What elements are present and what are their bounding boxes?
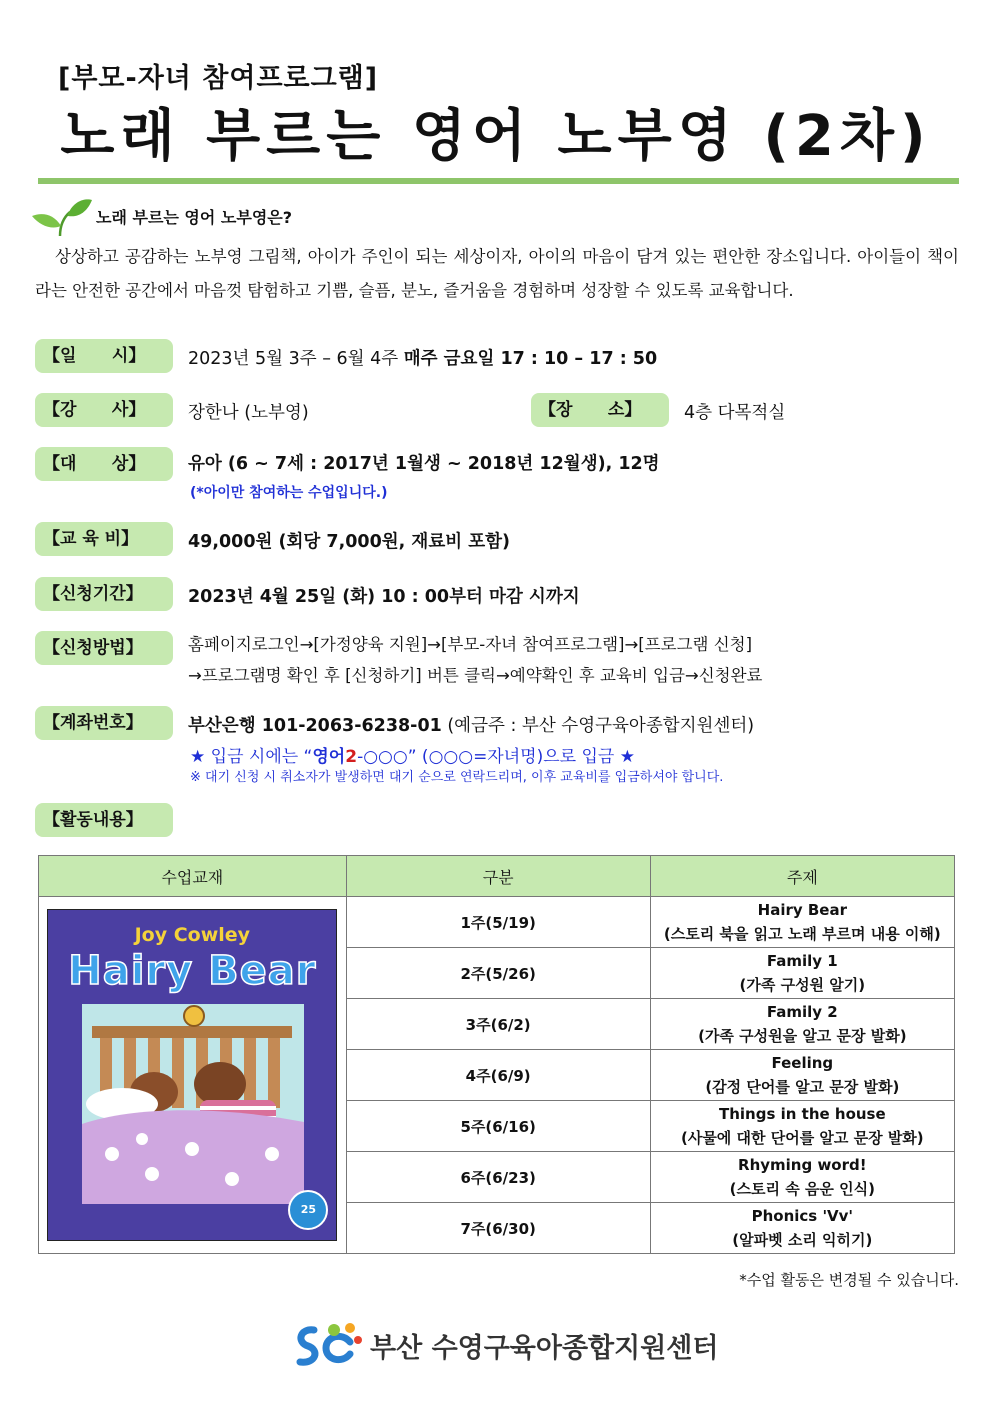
fee-label: 【교 육 비】 <box>35 522 173 556</box>
book-cover-image <box>48 910 336 1240</box>
header-topic: 주제 <box>650 856 954 897</box>
title-divider <box>38 178 959 184</box>
activity-table <box>38 855 955 1254</box>
bears-in-bed-illustration <box>82 1004 304 1204</box>
teacher-label: 【강 사】 <box>35 393 173 427</box>
book-cell <box>39 897 347 1254</box>
activity-label: 【활동내용】 <box>35 803 173 837</box>
page-title: 노래 부르는 영어 노부영 (2차) <box>60 104 932 169</box>
topic-cell: Hairy Bear (스토리 북을 읽고 노래 부르며 내용 이해) <box>650 897 954 948</box>
target-label: 【대 상】 <box>35 447 173 481</box>
week-cell: 6주(6/23) <box>346 1152 650 1203</box>
place-label: 【장 소】 <box>531 393 669 427</box>
change-notice: *수업 활동은 변경될 수 있습니다. <box>739 1271 959 1289</box>
account-label: 【계좌번호】 <box>35 706 173 740</box>
header-material: 수업교재 <box>39 856 347 897</box>
week-cell: 1주(5/19) <box>346 897 650 948</box>
series-badge: 25 <box>288 1190 328 1230</box>
target-value: 유아 (6 ~ 7세 : 2017년 1월생 ~ 2018년 12월생), 12명 <box>188 454 660 474</box>
book-author: Joy Cowley <box>134 924 251 946</box>
topic-cell: Things in the house (사물에 대한 단어를 알고 문장 발화) <box>650 1101 954 1152</box>
target-note: (*아이만 참여하는 수업입니다.) <box>190 485 388 501</box>
week-cell: 2주(5/26) <box>346 948 650 999</box>
sprout-leaf-icon <box>30 196 94 238</box>
week-cell: 5주(6/16) <box>346 1101 650 1152</box>
intro-heading: 노래 부르는 영어 노부영은? <box>96 208 293 227</box>
schedule-label: 【일 시】 <box>35 339 173 373</box>
place-value: 4층 다목적실 <box>684 403 786 423</box>
method-label: 【신청방법】 <box>35 631 173 665</box>
week-cell: 3주(6/2) <box>346 999 650 1050</box>
topic-cell: Feeling (감정 단어를 알고 문장 발화) <box>650 1050 954 1101</box>
table-row <box>39 897 955 948</box>
week-cell: 7주(6/30) <box>346 1203 650 1254</box>
period-label: 【신청기간】 <box>35 577 173 611</box>
program-category: [부모-자녀 참여프로그램] <box>58 63 379 94</box>
fee-value: 49,000원 (회당 7,000원, 재료비 포함) <box>188 532 511 552</box>
account-value: 부산은행 101-2063-6238-01 (예금주 : 부산 수영구육아종합지원센터) <box>188 716 755 736</box>
center-logo-icon <box>292 1320 364 1370</box>
waitlist-note: ※ 대기 신청 시 취소자가 발생하면 대기 순으로 연락드리며, 이후 교육비를 입금하셔야 합니다. <box>190 770 724 785</box>
method-step-2: →프로그램명 확인 후 [신청하기] 버튼 클릭→예약확인 후 교육비 입금→신청완료 <box>188 666 763 685</box>
header-week: 구분 <box>346 856 650 897</box>
week-cell: 4주(6/9) <box>346 1050 650 1101</box>
intro-paragraph: 상상하고 공감하는 노부영 그림책, 아이가 주인이 되는 세상이자, 아이의 마음이 담겨 있는 편안한 장소입니다. 아이들이 책이라는 안전한 공간에서 마음껏 탐험하고 기쁨, 슬픔, 분노, 즐거움을 경험하며 성장할 수 있도록 교육합니다. <box>35 247 959 300</box>
book-title: Hairy Bear <box>68 948 317 994</box>
period-value: 2023년 4월 25일 (화) 10 : 00부터 마감 시까지 <box>188 587 580 607</box>
teacher-value: 장한나 (노부영) <box>188 403 309 423</box>
topic-cell: Phonics 'Vv' (알파벳 소리 익히기) <box>650 1203 954 1254</box>
topic-cell: Rhyming word! (스토리 속 음운 인식) <box>650 1152 954 1203</box>
center-name: 부산 수영구육아종합지원센터 <box>370 1333 719 1364</box>
deposit-instruction: ★ 입금 시에는 “영어2-○○○” (○○○=자녀명)으로 입금 ★ <box>190 747 635 767</box>
method-step-1: 홈페이지로그인→[가정양육 지원]→[부모-자녀 참여프로그램]→[프로그램 신청] <box>188 635 753 654</box>
topic-cell: Family 2 (가족 구성원을 알고 문장 발화) <box>650 999 954 1050</box>
topic-cell: Family 1 (가족 구성원 알기) <box>650 948 954 999</box>
schedule-value: 2023년 5월 3주 – 6월 4주 매주 금요일 17 : 10 – 17 : 50 <box>188 349 658 369</box>
